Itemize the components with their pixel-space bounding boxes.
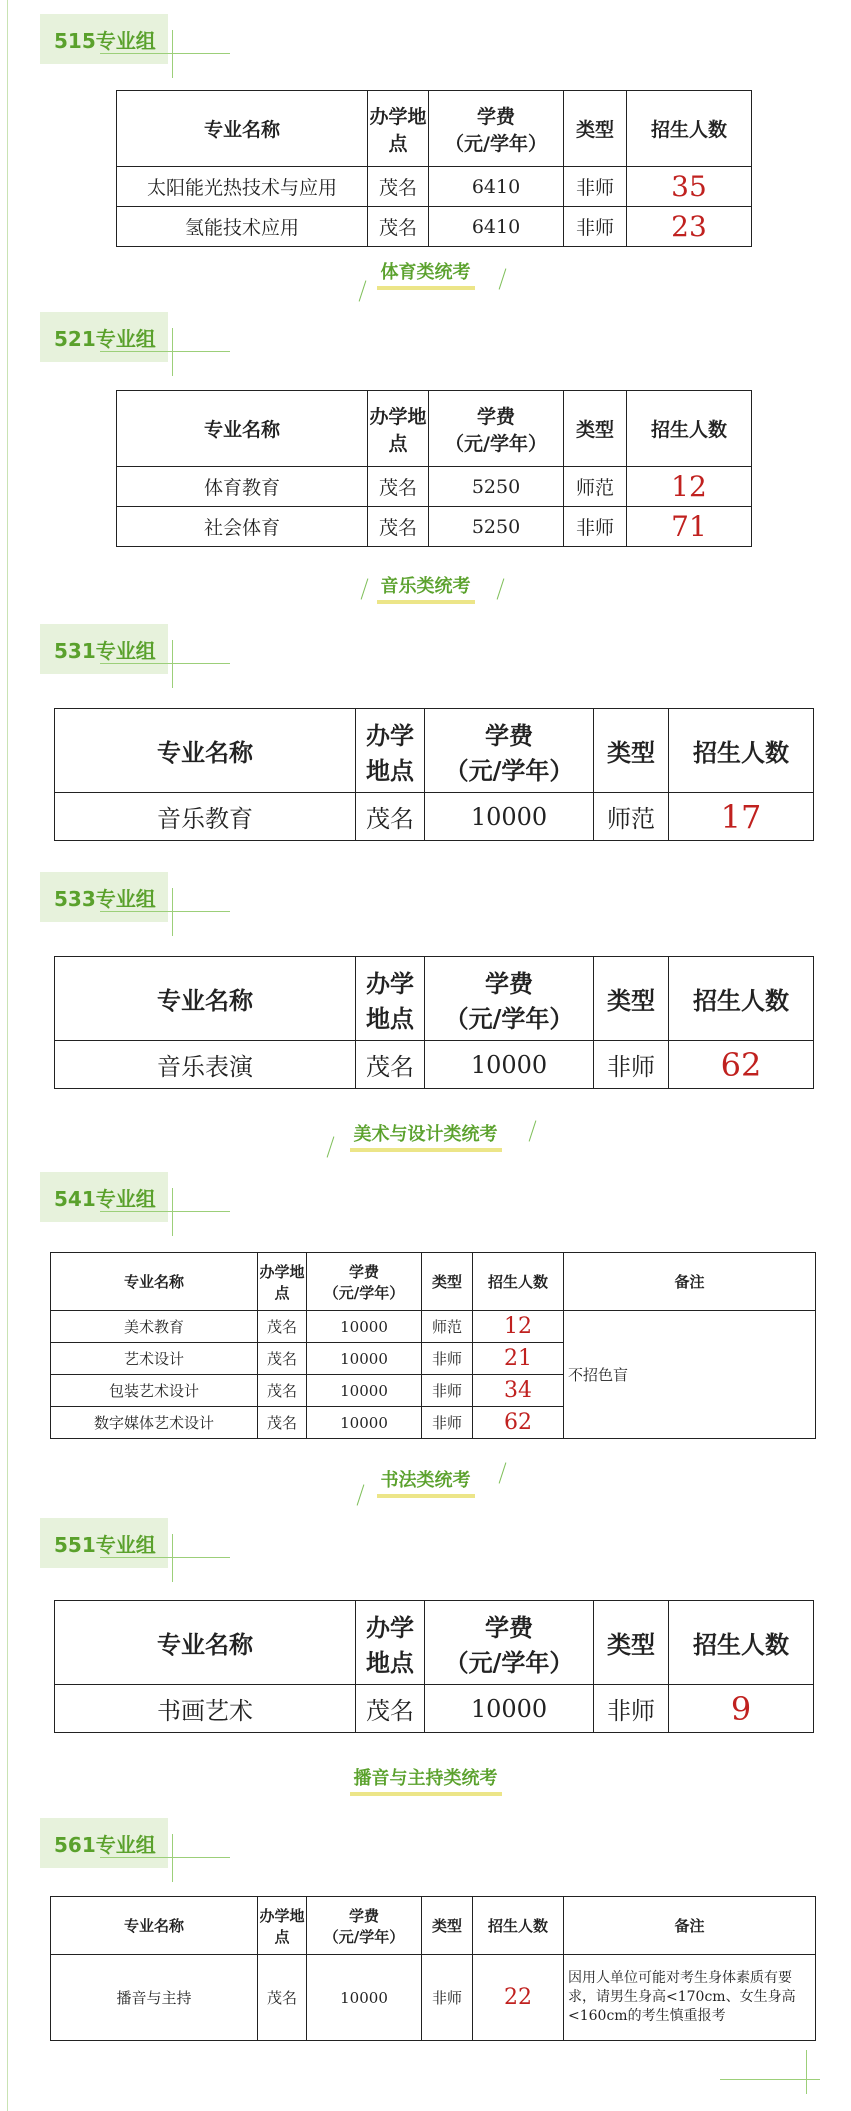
cell-location: 茂名 [356, 1041, 425, 1089]
decor-line [172, 1834, 173, 1882]
cell-count: 22 [473, 1955, 564, 2041]
decor-line [100, 1211, 230, 1212]
group-label-515 [40, 14, 168, 64]
section-heading-sports: 体育类统考 [0, 258, 851, 290]
cell-location: 茂名 [368, 207, 429, 247]
decor-line [172, 640, 173, 688]
cell-fee: 10000 [425, 793, 594, 841]
table-row [117, 167, 752, 207]
decor-line [100, 663, 230, 664]
header-type: 类型 [422, 1897, 473, 1955]
table-row [51, 1955, 816, 2041]
header-type: 类型 [564, 391, 627, 467]
cell-fee: 5250 [429, 507, 564, 547]
cell-remark: 因用人单位可能对考生身体素质有要求，请男生身高<170cm、女生身高<160cm的考生慎重报考 [564, 1955, 816, 2041]
header-fee: 学费 （元/学年） [307, 1253, 422, 1311]
group-label-text: 541专业组 [54, 1187, 156, 1211]
cell-name: 包装艺术设计 [51, 1375, 258, 1407]
table-533 [54, 956, 814, 1089]
cell-type: 非师 [422, 1343, 473, 1375]
table-row [117, 467, 752, 507]
header-enroll: 招生人数 [473, 1897, 564, 1955]
table-row [55, 793, 814, 841]
header-fee: 学费 （元/学年） [425, 709, 594, 793]
group-label-551 [40, 1518, 168, 1568]
cell-name: 音乐教育 [55, 793, 356, 841]
cell-location: 茂名 [368, 507, 429, 547]
group-label-541 [40, 1172, 168, 1222]
group-label-561 [40, 1818, 168, 1868]
group-label-533 [40, 872, 168, 922]
table-row [51, 1311, 816, 1343]
decor-line [100, 53, 230, 54]
header-enroll: 招生人数 [669, 709, 814, 793]
table-header-row [55, 709, 814, 793]
table-row [117, 507, 752, 547]
header-name: 专业名称 [55, 709, 356, 793]
cell-fee: 10000 [307, 1311, 422, 1343]
cell-name: 社会体育 [117, 507, 368, 547]
cell-count: 23 [627, 207, 752, 247]
cell-count: 21 [473, 1343, 564, 1375]
group-label-text: 515专业组 [54, 29, 156, 53]
header-remark: 备注 [564, 1253, 816, 1311]
header-location: 办学地点 [368, 391, 429, 467]
table-header-row [55, 957, 814, 1041]
cell-count: 62 [473, 1407, 564, 1439]
header-enroll: 招生人数 [669, 957, 814, 1041]
header-location: 办学地点 [356, 709, 425, 793]
header-location: 办学地点 [258, 1253, 307, 1311]
cell-name: 体育教育 [117, 467, 368, 507]
cell-fee: 6410 [429, 167, 564, 207]
cell-location: 茂名 [356, 793, 425, 841]
cell-name: 艺术设计 [51, 1343, 258, 1375]
decor-line [100, 1857, 230, 1858]
cell-type: 非师 [422, 1407, 473, 1439]
cell-name: 播音与主持 [51, 1955, 258, 2041]
table-header-row [117, 391, 752, 467]
cell-fee: 10000 [307, 1407, 422, 1439]
cell-count: 12 [627, 467, 752, 507]
cell-location: 茂名 [258, 1343, 307, 1375]
cell-type: 师范 [594, 793, 669, 841]
cell-location: 茂名 [258, 1311, 307, 1343]
header-location: 办学地点 [356, 1601, 425, 1685]
table-header-row [55, 1601, 814, 1685]
decor-line [100, 911, 230, 912]
group-label-text: 531专业组 [54, 639, 156, 663]
cell-count: 71 [627, 507, 752, 547]
cell-name: 书画艺术 [55, 1685, 356, 1733]
table-header-row [51, 1253, 816, 1311]
cell-name: 美术教育 [51, 1311, 258, 1343]
group-label-521 [40, 312, 168, 362]
table-header-row [51, 1897, 816, 1955]
decor-line [100, 1557, 230, 1558]
header-name: 专业名称 [51, 1253, 258, 1311]
header-enroll: 招生人数 [473, 1253, 564, 1311]
header-location: 办学地点 [258, 1897, 307, 1955]
decor-line [100, 351, 230, 352]
decor-line [806, 2050, 807, 2094]
header-name: 专业名称 [117, 91, 368, 167]
section-heading-broadcast: 播音与主持类统考 [0, 1764, 851, 1796]
cell-type: 非师 [564, 167, 627, 207]
cell-name: 数字媒体艺术设计 [51, 1407, 258, 1439]
header-type: 类型 [594, 957, 669, 1041]
cell-location: 茂名 [258, 1375, 307, 1407]
group-label-text: 561专业组 [54, 1833, 156, 1857]
cell-fee: 5250 [429, 467, 564, 507]
header-type: 类型 [594, 709, 669, 793]
header-location: 办学地点 [356, 957, 425, 1041]
cell-location: 茂名 [368, 167, 429, 207]
header-fee: 学费 （元/学年） [307, 1897, 422, 1955]
table-515 [116, 90, 752, 247]
decor-line [172, 30, 173, 78]
header-enroll: 招生人数 [627, 91, 752, 167]
group-label-text: 551专业组 [54, 1533, 156, 1557]
cell-count: 34 [473, 1375, 564, 1407]
cell-count: 12 [473, 1311, 564, 1343]
cell-type: 非师 [564, 507, 627, 547]
header-fee: 学费 （元/学年） [425, 957, 594, 1041]
cell-type: 师范 [564, 467, 627, 507]
section-heading-calligraphy: 书法类统考 [0, 1466, 851, 1498]
cell-type: 非师 [422, 1955, 473, 2041]
cell-name: 太阳能光热技术与应用 [117, 167, 368, 207]
table-521 [116, 390, 752, 547]
cell-location: 茂名 [368, 467, 429, 507]
header-enroll: 招生人数 [669, 1601, 814, 1685]
cell-count: 9 [669, 1685, 814, 1733]
section-heading-music: 音乐类统考 [0, 572, 851, 604]
section-heading-art: 美术与设计类统考 [0, 1120, 851, 1152]
cell-count: 35 [627, 167, 752, 207]
group-label-text: 533专业组 [54, 887, 156, 911]
header-name: 专业名称 [117, 391, 368, 467]
decor-line [720, 2079, 820, 2080]
header-type: 类型 [422, 1253, 473, 1311]
cell-fee: 10000 [307, 1375, 422, 1407]
decor-line [172, 1534, 173, 1582]
decor-line [172, 888, 173, 936]
cell-fee: 10000 [307, 1955, 422, 2041]
cell-type: 非师 [422, 1375, 473, 1407]
cell-count: 17 [669, 793, 814, 841]
table-561 [50, 1896, 816, 2041]
cell-count: 62 [669, 1041, 814, 1089]
decor-line [172, 328, 173, 376]
header-fee: 学费 （元/学年） [429, 391, 564, 467]
cell-type: 师范 [422, 1311, 473, 1343]
cell-location: 茂名 [258, 1407, 307, 1439]
group-label-text: 521专业组 [54, 327, 156, 351]
cell-fee: 6410 [429, 207, 564, 247]
table-row [55, 1041, 814, 1089]
table-551 [54, 1600, 814, 1733]
header-remark: 备注 [564, 1897, 816, 1955]
header-name: 专业名称 [55, 957, 356, 1041]
cell-fee: 10000 [425, 1041, 594, 1089]
header-enroll: 招生人数 [627, 391, 752, 467]
header-fee: 学费 （元/学年） [429, 91, 564, 167]
table-row [117, 207, 752, 247]
table-row [55, 1685, 814, 1733]
cell-location: 茂名 [356, 1685, 425, 1733]
cell-name: 氢能技术应用 [117, 207, 368, 247]
header-name: 专业名称 [55, 1601, 356, 1685]
cell-type: 非师 [594, 1041, 669, 1089]
header-fee: 学费 （元/学年） [425, 1601, 594, 1685]
header-type: 类型 [594, 1601, 669, 1685]
header-location: 办学地点 [368, 91, 429, 167]
decor-line [172, 1188, 173, 1236]
cell-name: 音乐表演 [55, 1041, 356, 1089]
group-label-531 [40, 624, 168, 674]
cell-remark: 不招色盲 [564, 1311, 816, 1439]
cell-fee: 10000 [307, 1343, 422, 1375]
header-type: 类型 [564, 91, 627, 167]
table-531 [54, 708, 814, 841]
cell-fee: 10000 [425, 1685, 594, 1733]
cell-location: 茂名 [258, 1955, 307, 2041]
table-header-row [117, 91, 752, 167]
cell-type: 非师 [594, 1685, 669, 1733]
table-541 [50, 1252, 816, 1439]
header-name: 专业名称 [51, 1897, 258, 1955]
cell-type: 非师 [564, 207, 627, 247]
